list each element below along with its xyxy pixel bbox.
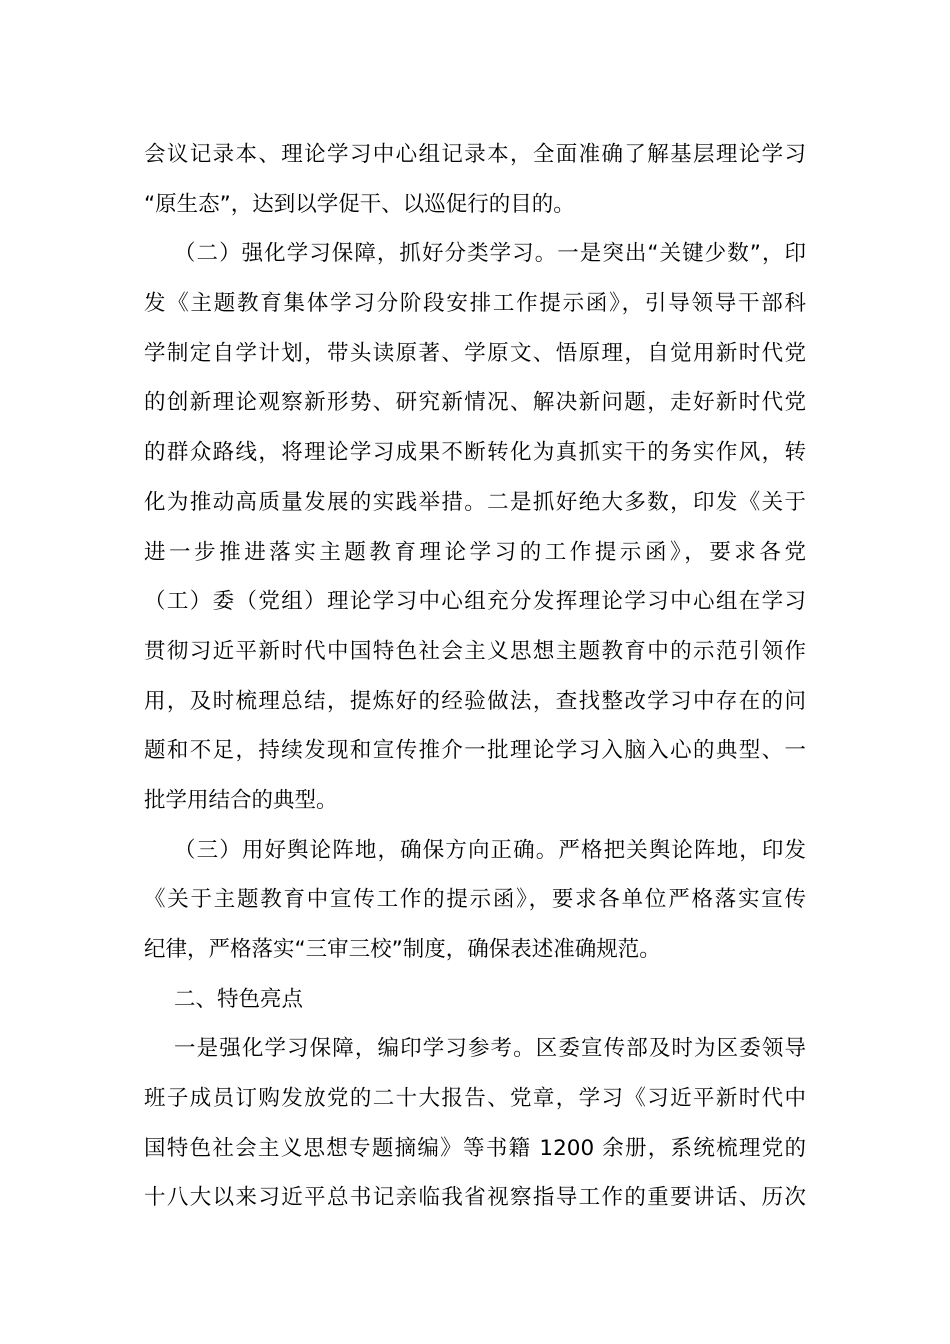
text-line: “原生态”，达到以学促干、以巡促行的目的。 (144, 191, 575, 217)
paragraph-start-line: （二）强化学习保障，抓好分类学习。一是突出“关键少数”，印 (174, 241, 806, 267)
text-line: 发《主题教育集体学习分阶段安排工作提示函》，引导领导干部科 (144, 291, 806, 317)
text-line: 十八大以来习近平总书记亲临我省视察指导工作的重要讲话、历次 (144, 1185, 806, 1211)
text-line: 贯彻习近平新时代中国特色社会主义思想主题教育中的示范引领作 (144, 638, 806, 664)
text-line: 《关于主题教育中宣传工作的提示函》，要求各单位严格落实宣传 (144, 887, 806, 913)
text-line: 批学用结合的典型。 (144, 787, 338, 813)
text-line: 纪律，严格落实“三审三校”制度，确保表述准确规范。 (144, 937, 661, 962)
text-line: 班子成员订购发放党的二十大报告、党章，学习《习近平新时代中 (144, 1086, 806, 1112)
text-line: 的创新理论观察新形势、研究新情况、解决新问题，走好新时代党 (144, 390, 806, 416)
paragraph-start-line: 一是强化学习保障，编印学习参考。区委宣传部及时为区委领导 (174, 1036, 806, 1062)
text-line: 学制定自学计划，带头读原著、学原文、悟原理，自觉用新时代党 (144, 340, 806, 366)
text-line: 题和不足，持续发现和宣传推介一批理论学习入脑入心的典型、一 (144, 738, 806, 764)
text-line: 用，及时梳理总结，提炼好的经验做法，查找整改学习中存在的问 (144, 688, 806, 714)
section-heading: 二、特色亮点 (174, 986, 304, 1012)
text-line: 会议记录本、理论学习中心组记录本，全面准确了解基层理论学习 (144, 142, 806, 167)
text-line: 国特色社会主义思想专题摘编》等书籍 1200 余册，系统梳理党的 (144, 1135, 806, 1161)
document-body (144, 130, 806, 1223)
text-line: 进一步推进落实主题教育理论学习的工作提示函》，要求各党 (144, 539, 806, 565)
text-line: 化为推动高质量发展的实践举措。二是抓好绝大多数，印发《关于 (144, 489, 806, 515)
text-line: （工）委（党组）理论学习中心组充分发挥理论学习中心组在学习 (144, 589, 806, 615)
paragraph-start-line: （三）用好舆论阵地，确保方向正确。严格把关舆论阵地，印发 (174, 837, 806, 863)
text-line: 的群众路线，将理论学习成果不断转化为真抓实干的务实作风，转 (144, 440, 806, 466)
